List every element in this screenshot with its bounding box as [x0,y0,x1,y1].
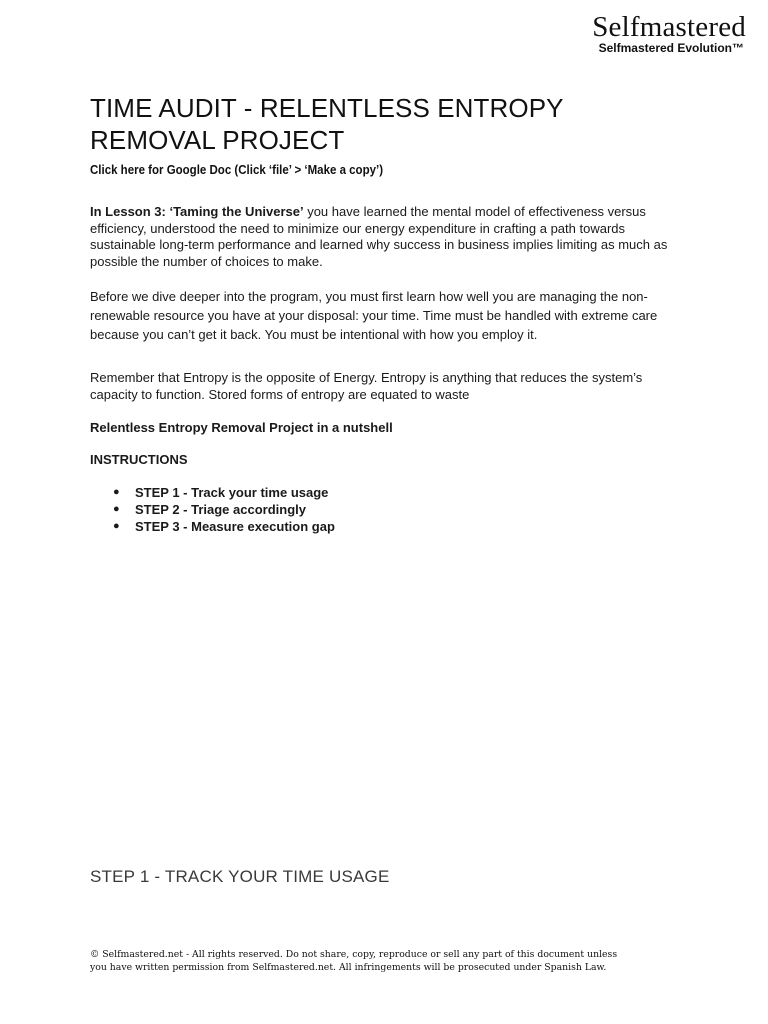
footer-line-1: © Selfmastered.net - All rights reserved. Do not share, copy, reproduce or sell any part of this document unless [90,949,618,960]
time-paragraph: Before we dive deeper into the program, you must first learn how well you are managing the non-renewable resource you have at your disposal: your time. Time must be handled with extreme care because you can’t get it back. You must be intentional with how you employ it. [90,289,658,342]
step-1-label: STEP 1 - Track your time usage [135,485,329,500]
bullet-icon: ● [113,520,120,532]
lesson-reference: In Lesson 3: ‘Taming the Universe’ [90,204,304,219]
bullet-icon: ● [113,486,120,498]
entropy-paragraph: Remember that Entropy is the opposite of Energy. Entropy is anything that reduces the system’s capacity to function. Stored forms of entropy are equated to waste [90,370,643,402]
brand-logo [592,12,746,55]
nutshell-heading: Relentless Entropy Removal Project in a nutshell [90,420,393,435]
steps-list [90,484,690,535]
title-line-2: REMOVAL PROJECT [90,125,345,155]
instructions-heading: INSTRUCTIONS [90,452,188,467]
lesson-text: you have learned the mental model of effectiveness versus efficiency, understood the need to minimize our energy expenditure in crafting a path towards sustainable long-term performance and learned why success in business implies limiting as much as possible the number of choices to make. [90,204,668,269]
google-doc-link[interactable]: Click here for Google Doc (Click ‘file’ > ‘Make a copy’) [90,163,384,177]
copyright-footer [90,948,690,974]
step-1-section-heading: STEP 1 - TRACK YOUR TIME USAGE [90,867,390,886]
step-3-label: STEP 3 - Measure execution gap [135,519,335,534]
brand-name: Selfmastered [592,11,746,43]
brand-tagline: Selfmastered Evolution™ [598,41,744,55]
list-item [90,501,690,518]
lesson-paragraph [90,204,690,270]
page-title [90,92,690,156]
list-item [90,484,690,501]
bullet-icon: ● [113,503,120,515]
document-body [90,92,690,535]
step-2-label: STEP 2 - Triage accordingly [135,502,306,517]
title-line-1: TIME AUDIT - RELENTLESS ENTROPY [90,93,564,123]
list-item [90,518,690,535]
footer-line-2: you have written permission from Selfmastered.net. All infringements will be prosecuted under Spanish Law. [90,962,607,973]
